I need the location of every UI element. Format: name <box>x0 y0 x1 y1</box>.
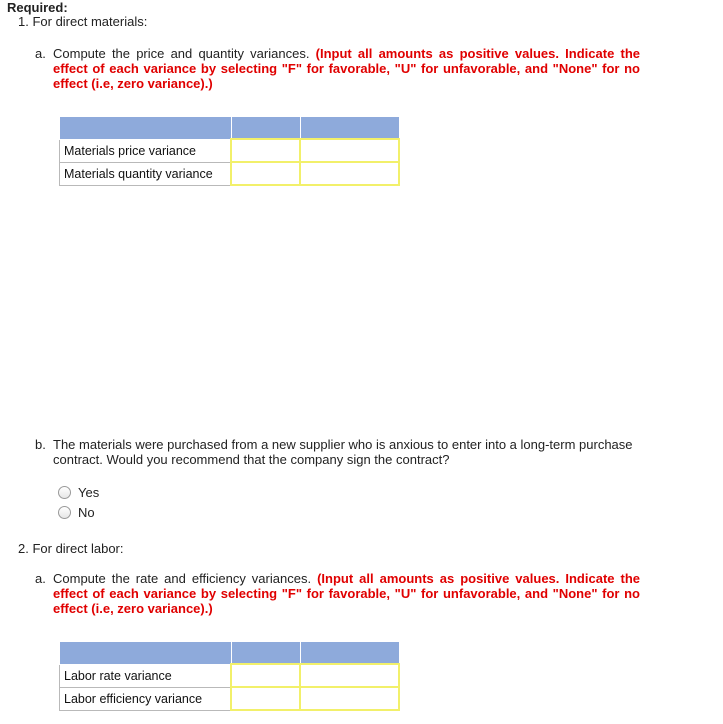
question-1a-instruction: (Input all amounts as positive values. Indicate the effect of each variance by selecting "F" for favorable, "U" for unfavorable, and "None" for no effect (i.e, zero variance).) <box>53 46 640 91</box>
labor-rate-variance-effect-cell <box>300 664 399 687</box>
radio-option-no[interactable] <box>58 505 95 520</box>
labor-efficiency-variance-effect-cell <box>300 687 399 710</box>
labor-variance-table <box>59 641 400 711</box>
materials-variance-table <box>59 116 400 186</box>
labor-rate-variance-effect-input[interactable] <box>301 666 398 685</box>
question-2-label: 2. For direct labor: <box>18 541 124 556</box>
table-row <box>60 664 400 687</box>
labor-efficiency-variance-amount-input[interactable] <box>232 689 299 708</box>
header-cell-label <box>60 642 232 665</box>
row-label-labor-rate-variance: Labor rate variance <box>60 664 232 687</box>
table-row <box>60 687 400 710</box>
question-1a-text: Compute the price and quantity variances. <box>53 46 310 61</box>
labor-rate-variance-amount-input[interactable] <box>232 666 299 685</box>
row-label-materials-price-variance: Materials price variance <box>60 139 232 162</box>
table-row <box>60 139 400 162</box>
materials-quantity-variance-effect-input[interactable] <box>301 164 398 183</box>
radio-yes-label: Yes <box>78 485 100 500</box>
question-2a-instruction: (Input all amounts as positive values. Indicate the effect of each variance by selecting "F" for favorable, "U" for unfavorable, and "None" for no effect (i.e, zero variance).) <box>53 571 640 616</box>
labor-efficiency-variance-effect-input[interactable] <box>301 689 398 708</box>
question-2a-letter: a. <box>35 571 46 586</box>
table-header-row <box>60 642 400 665</box>
labor-efficiency-variance-amount-cell <box>231 687 300 710</box>
header-cell-effect <box>300 642 399 665</box>
materials-price-variance-effect-cell <box>300 139 399 162</box>
row-label-materials-quantity-variance: Materials quantity variance <box>60 162 232 185</box>
labor-rate-variance-amount-cell <box>231 664 300 687</box>
materials-price-variance-amount-cell <box>231 139 300 162</box>
question-2a <box>35 571 640 616</box>
radio-option-yes[interactable] <box>58 485 99 500</box>
header-cell-label <box>60 117 232 140</box>
radio-no-icon[interactable] <box>58 506 71 519</box>
materials-quantity-variance-effect-cell <box>300 162 399 185</box>
question-1b-text: The materials were purchased from a new supplier who is anxious to enter into a long-term purchase contract. Would you recommend that the company sign the contract? <box>53 437 633 467</box>
table-header-row <box>60 117 400 140</box>
question-2a-text: Compute the rate and efficiency variances. <box>53 571 312 586</box>
radio-yes-icon[interactable] <box>58 486 71 499</box>
table-row <box>60 162 400 185</box>
header-cell-amount <box>231 117 300 140</box>
materials-quantity-variance-amount-cell <box>231 162 300 185</box>
question-1-label: 1. For direct materials: <box>18 14 148 29</box>
radio-no-label: No <box>78 505 95 520</box>
question-1b <box>35 437 640 467</box>
materials-price-variance-effect-input[interactable] <box>301 141 398 160</box>
question-1a-letter: a. <box>35 46 46 61</box>
question-1a <box>35 46 640 91</box>
materials-quantity-variance-amount-input[interactable] <box>232 164 299 183</box>
header-cell-amount <box>231 642 300 665</box>
question-1b-letter: b. <box>35 437 46 452</box>
required-heading: Required: <box>7 0 68 15</box>
materials-price-variance-amount-input[interactable] <box>232 141 299 160</box>
row-label-labor-efficiency-variance: Labor efficiency variance <box>60 687 232 710</box>
header-cell-effect <box>300 117 399 140</box>
